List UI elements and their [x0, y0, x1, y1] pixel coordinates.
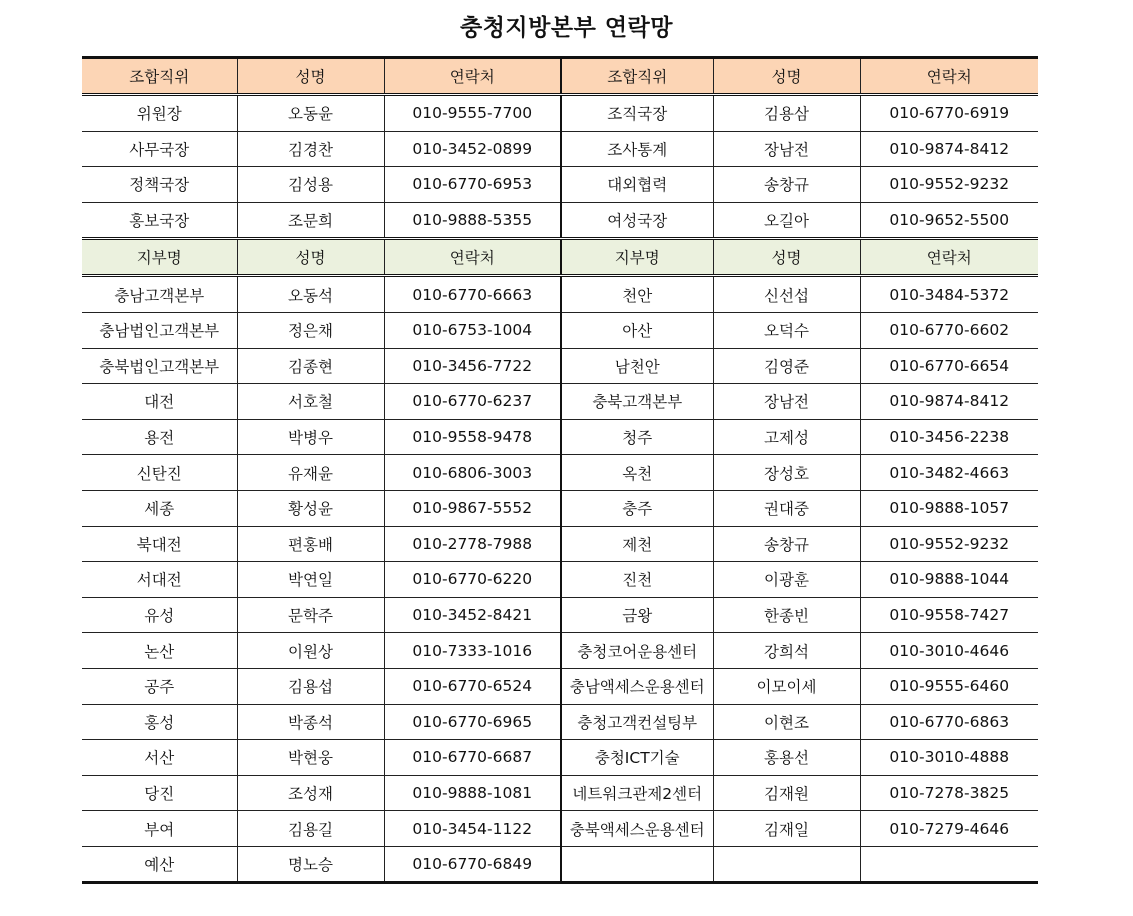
position-cell: 공주: [82, 668, 237, 704]
name-cell: 조문희: [237, 202, 384, 239]
name-cell: 강희석: [713, 633, 860, 669]
name-cell: 박병우: [237, 419, 384, 455]
position-cell: 부여: [82, 811, 237, 847]
position-cell: 북대전: [82, 526, 237, 562]
phone-cell: 010-9555-7700: [384, 95, 561, 132]
name-cell: 명노승: [237, 846, 384, 883]
position-cell: 청주: [561, 419, 713, 455]
table-row: [82, 526, 1038, 562]
name-cell: 조성재: [237, 775, 384, 811]
position-cell: 옥천: [561, 455, 713, 491]
position-cell: 서산: [82, 740, 237, 776]
phone-cell: 010-6753-1004: [384, 312, 561, 348]
position-cell: [561, 846, 713, 883]
column-header: 성명: [237, 239, 384, 276]
name-cell: 오덕수: [713, 312, 860, 348]
column-header: 성명: [237, 58, 384, 95]
name-cell: [713, 846, 860, 883]
position-cell: 충남액세스운용센터: [561, 668, 713, 704]
position-cell: 금왕: [561, 597, 713, 633]
phone-cell: 010-9888-1044: [860, 562, 1038, 598]
column-header: 성명: [713, 239, 860, 276]
phone-cell: 010-6770-6687: [384, 740, 561, 776]
phone-cell: 010-6770-6220: [384, 562, 561, 598]
name-cell: 김용섭: [237, 668, 384, 704]
position-cell: 조사통계: [561, 131, 713, 167]
name-cell: 김경찬: [237, 131, 384, 167]
name-cell: 김종현: [237, 348, 384, 384]
position-cell: 홍성: [82, 704, 237, 740]
position-cell: 충북법인고객본부: [82, 348, 237, 384]
phone-cell: 010-9552-9232: [860, 167, 1038, 203]
phone-cell: 010-9888-1081: [384, 775, 561, 811]
position-cell: 유성: [82, 597, 237, 633]
column-header: 지부명: [561, 239, 713, 276]
phone-cell: 010-9867-5552: [384, 490, 561, 526]
name-cell: 한종빈: [713, 597, 860, 633]
phone-cell: 010-3454-1122: [384, 811, 561, 847]
table-row: [82, 348, 1038, 384]
name-cell: 김재일: [713, 811, 860, 847]
column-header: 성명: [713, 58, 860, 95]
name-cell: 장남전: [713, 131, 860, 167]
name-cell: 김성용: [237, 167, 384, 203]
table-row: [82, 633, 1038, 669]
name-cell: 정은채: [237, 312, 384, 348]
phone-cell: 010-9558-9478: [384, 419, 561, 455]
position-cell: 대전: [82, 384, 237, 420]
phone-cell: 010-9652-5500: [860, 202, 1038, 239]
phone-cell: 010-3482-4663: [860, 455, 1038, 491]
phone-cell: 010-3456-2238: [860, 419, 1038, 455]
position-cell: 제천: [561, 526, 713, 562]
position-cell: 예산: [82, 846, 237, 883]
name-cell: 장남전: [713, 384, 860, 420]
column-header: 연락처: [860, 239, 1038, 276]
header-row: [82, 58, 1038, 95]
name-cell: 문학주: [237, 597, 384, 633]
phone-cell: 010-6770-6663: [384, 276, 561, 313]
name-cell: 권대중: [713, 490, 860, 526]
column-header: 연락처: [384, 239, 561, 276]
table-row: [82, 312, 1038, 348]
table-row: [82, 846, 1038, 883]
position-cell: 여성국장: [561, 202, 713, 239]
column-header: 조합직위: [82, 58, 237, 95]
phone-cell: 010-7333-1016: [384, 633, 561, 669]
position-cell: 충북액세스운용센터: [561, 811, 713, 847]
table-row: [82, 740, 1038, 776]
phone-cell: 010-3010-4888: [860, 740, 1038, 776]
position-cell: 아산: [561, 312, 713, 348]
position-cell: 충청고객컨설팅부: [561, 704, 713, 740]
phone-cell: 010-6770-6524: [384, 668, 561, 704]
table-row: [82, 775, 1038, 811]
name-cell: 신선섭: [713, 276, 860, 313]
table-row: [82, 490, 1038, 526]
table-row: [82, 597, 1038, 633]
table-row: [82, 811, 1038, 847]
phone-cell: 010-3010-4646: [860, 633, 1038, 669]
table-row: [82, 202, 1038, 239]
position-cell: 서대전: [82, 562, 237, 598]
table-row: [82, 131, 1038, 167]
phone-cell: 010-6770-6849: [384, 846, 561, 883]
table-row: [82, 455, 1038, 491]
position-cell: 충남법인고객본부: [82, 312, 237, 348]
position-cell: 조직국장: [561, 95, 713, 132]
position-cell: 남천안: [561, 348, 713, 384]
column-header: 조합직위: [561, 58, 713, 95]
page-title: 충청지방본부 연락망: [460, 15, 673, 41]
phone-cell: 010-9555-6460: [860, 668, 1038, 704]
phone-cell: 010-3452-0899: [384, 131, 561, 167]
position-cell: 홍보국장: [82, 202, 237, 239]
position-cell: 논산: [82, 633, 237, 669]
position-cell: 위원장: [82, 95, 237, 132]
phone-cell: 010-9874-8412: [860, 131, 1038, 167]
phone-cell: 010-6770-6953: [384, 167, 561, 203]
name-cell: 박종석: [237, 704, 384, 740]
phone-cell: 010-9552-9232: [860, 526, 1038, 562]
table-row: [82, 704, 1038, 740]
name-cell: 김영준: [713, 348, 860, 384]
position-cell: 충북고객본부: [561, 384, 713, 420]
table-row: [82, 167, 1038, 203]
name-cell: 송창규: [713, 167, 860, 203]
phone-cell: 010-6770-6654: [860, 348, 1038, 384]
name-cell: 황성윤: [237, 490, 384, 526]
phone-cell: 010-6770-6965: [384, 704, 561, 740]
phone-cell: 010-3484-5372: [860, 276, 1038, 313]
phone-cell: 010-6770-6237: [384, 384, 561, 420]
phone-cell: 010-3452-8421: [384, 597, 561, 633]
position-cell: 대외협력: [561, 167, 713, 203]
name-cell: 이모이세: [713, 668, 860, 704]
position-cell: 천안: [561, 276, 713, 313]
name-cell: 박연일: [237, 562, 384, 598]
phone-cell: 010-6770-6919: [860, 95, 1038, 132]
phone-cell: 010-7278-3825: [860, 775, 1038, 811]
position-cell: 당진: [82, 775, 237, 811]
table-row: [82, 384, 1038, 420]
table-row: [82, 419, 1038, 455]
name-cell: 이현조: [713, 704, 860, 740]
name-cell: 오동석: [237, 276, 384, 313]
phone-cell: 010-9874-8412: [860, 384, 1038, 420]
phone-cell: 010-2778-7988: [384, 526, 561, 562]
name-cell: 편홍배: [237, 526, 384, 562]
contact-table: [82, 56, 1038, 884]
name-cell: 홍용선: [713, 740, 860, 776]
position-cell: 용전: [82, 419, 237, 455]
name-cell: 송창규: [713, 526, 860, 562]
table-row: [82, 276, 1038, 313]
phone-cell: [860, 846, 1038, 883]
name-cell: 오길아: [713, 202, 860, 239]
name-cell: 장성호: [713, 455, 860, 491]
position-cell: 정책국장: [82, 167, 237, 203]
name-cell: 박현웅: [237, 740, 384, 776]
name-cell: 유재윤: [237, 455, 384, 491]
position-cell: 충주: [561, 490, 713, 526]
column-header: 연락처: [384, 58, 561, 95]
name-cell: 이원상: [237, 633, 384, 669]
position-cell: 충남고객본부: [82, 276, 237, 313]
phone-cell: 010-6770-6602: [860, 312, 1038, 348]
phone-cell: 010-9888-5355: [384, 202, 561, 239]
column-header: 연락처: [860, 58, 1038, 95]
name-cell: 서호철: [237, 384, 384, 420]
position-cell: 충청ICT기술: [561, 740, 713, 776]
phone-cell: 010-9558-7427: [860, 597, 1038, 633]
name-cell: 김용길: [237, 811, 384, 847]
table-row: [82, 668, 1038, 704]
name-cell: 김재원: [713, 775, 860, 811]
phone-cell: 010-6770-6863: [860, 704, 1038, 740]
phone-cell: 010-6806-3003: [384, 455, 561, 491]
name-cell: 오동윤: [237, 95, 384, 132]
position-cell: 신탄진: [82, 455, 237, 491]
column-header: 지부명: [82, 239, 237, 276]
position-cell: 사무국장: [82, 131, 237, 167]
phone-cell: 010-9888-1057: [860, 490, 1038, 526]
name-cell: 고제성: [713, 419, 860, 455]
position-cell: 세종: [82, 490, 237, 526]
name-cell: 이광훈: [713, 562, 860, 598]
table-row: [82, 562, 1038, 598]
phone-cell: 010-3456-7722: [384, 348, 561, 384]
phone-cell: 010-7279-4646: [860, 811, 1038, 847]
position-cell: 진천: [561, 562, 713, 598]
position-cell: 충청코어운용센터: [561, 633, 713, 669]
position-cell: 네트워크관제2센터: [561, 775, 713, 811]
table-row: [82, 95, 1038, 132]
name-cell: 김용삼: [713, 95, 860, 132]
header-row: [82, 239, 1038, 276]
